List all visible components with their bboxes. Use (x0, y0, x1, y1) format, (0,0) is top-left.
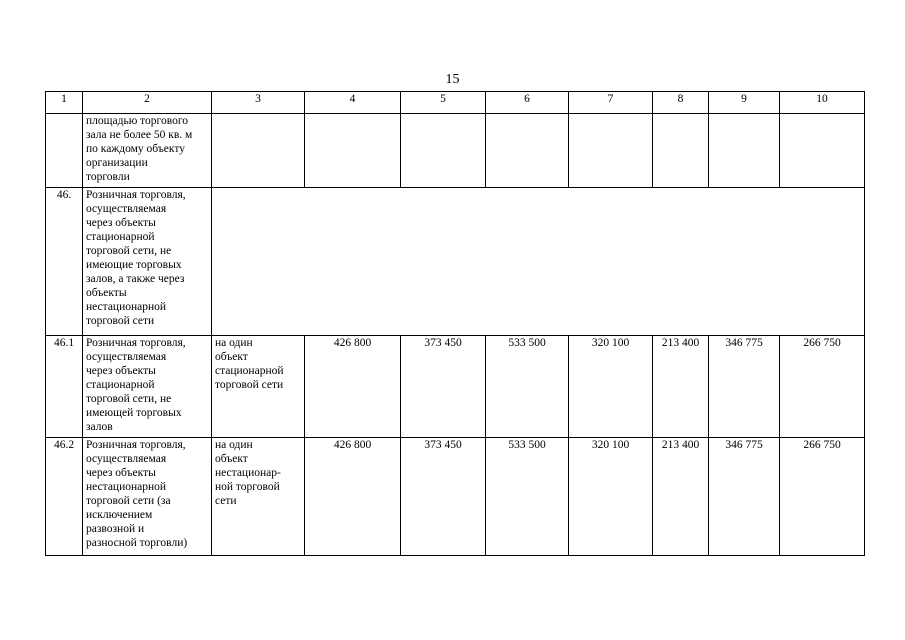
value-cell (401, 114, 486, 188)
value-cell: 213 400 (653, 336, 709, 438)
header-cell: 6 (486, 92, 569, 114)
merged-empty-cell (212, 188, 865, 336)
row-number (46, 114, 83, 188)
header-cell: 7 (569, 92, 653, 114)
value-cell: 533 500 (486, 336, 569, 438)
header-cell: 1 (46, 92, 83, 114)
header-cell: 4 (305, 92, 401, 114)
value-cell: 320 100 (569, 438, 653, 556)
value-cell: 266 750 (780, 438, 865, 556)
table-row (46, 438, 865, 556)
header-row (46, 92, 865, 114)
table-row (46, 114, 865, 188)
value-cell: 320 100 (569, 336, 653, 438)
value-cell: 533 500 (486, 438, 569, 556)
tariff-table (45, 91, 865, 556)
row-unit: на один объект стационарной торговой сети (212, 336, 305, 438)
row-unit: на один объект нестационар- ной торговой сети (212, 438, 305, 556)
row-name: Розничная торговля, осуществляемая через объекты нестационарной торговой сети (за исключением развозной и разносной торговли) (83, 438, 212, 556)
table-row (46, 336, 865, 438)
header-cell: 10 (780, 92, 865, 114)
value-cell (653, 114, 709, 188)
value-cell (486, 114, 569, 188)
row-unit (212, 114, 305, 188)
value-cell: 346 775 (709, 438, 780, 556)
header-cell: 5 (401, 92, 486, 114)
header-cell: 3 (212, 92, 305, 114)
page-number: 15 (445, 72, 460, 87)
value-cell: 213 400 (653, 438, 709, 556)
value-cell (709, 114, 780, 188)
value-cell: 426 800 (305, 336, 401, 438)
value-cell: 346 775 (709, 336, 780, 438)
value-cell (780, 114, 865, 188)
table-row (46, 188, 865, 336)
row-name: Розничная торговля, осуществляемая через объекты стационарной торговой сети, не имеющей торговых залов (83, 336, 212, 438)
header-cell: 9 (709, 92, 780, 114)
row-name: Розничная торговля, осуществляемая через объекты стационарной торговой сети, не имеющие торговых залов, а также через объекты нестационарной торговой сети (83, 188, 212, 336)
value-cell: 373 450 (401, 438, 486, 556)
value-cell: 373 450 (401, 336, 486, 438)
value-cell (569, 114, 653, 188)
row-number: 46.1 (46, 336, 83, 438)
value-cell (305, 114, 401, 188)
row-name: площадью торгового зала не более 50 кв. м по каждому объекту организации торговли (83, 114, 212, 188)
row-number: 46. (46, 188, 83, 336)
row-number: 46.2 (46, 438, 83, 556)
value-cell: 426 800 (305, 438, 401, 556)
header-cell: 2 (83, 92, 212, 114)
header-cell: 8 (653, 92, 709, 114)
value-cell: 266 750 (780, 336, 865, 438)
